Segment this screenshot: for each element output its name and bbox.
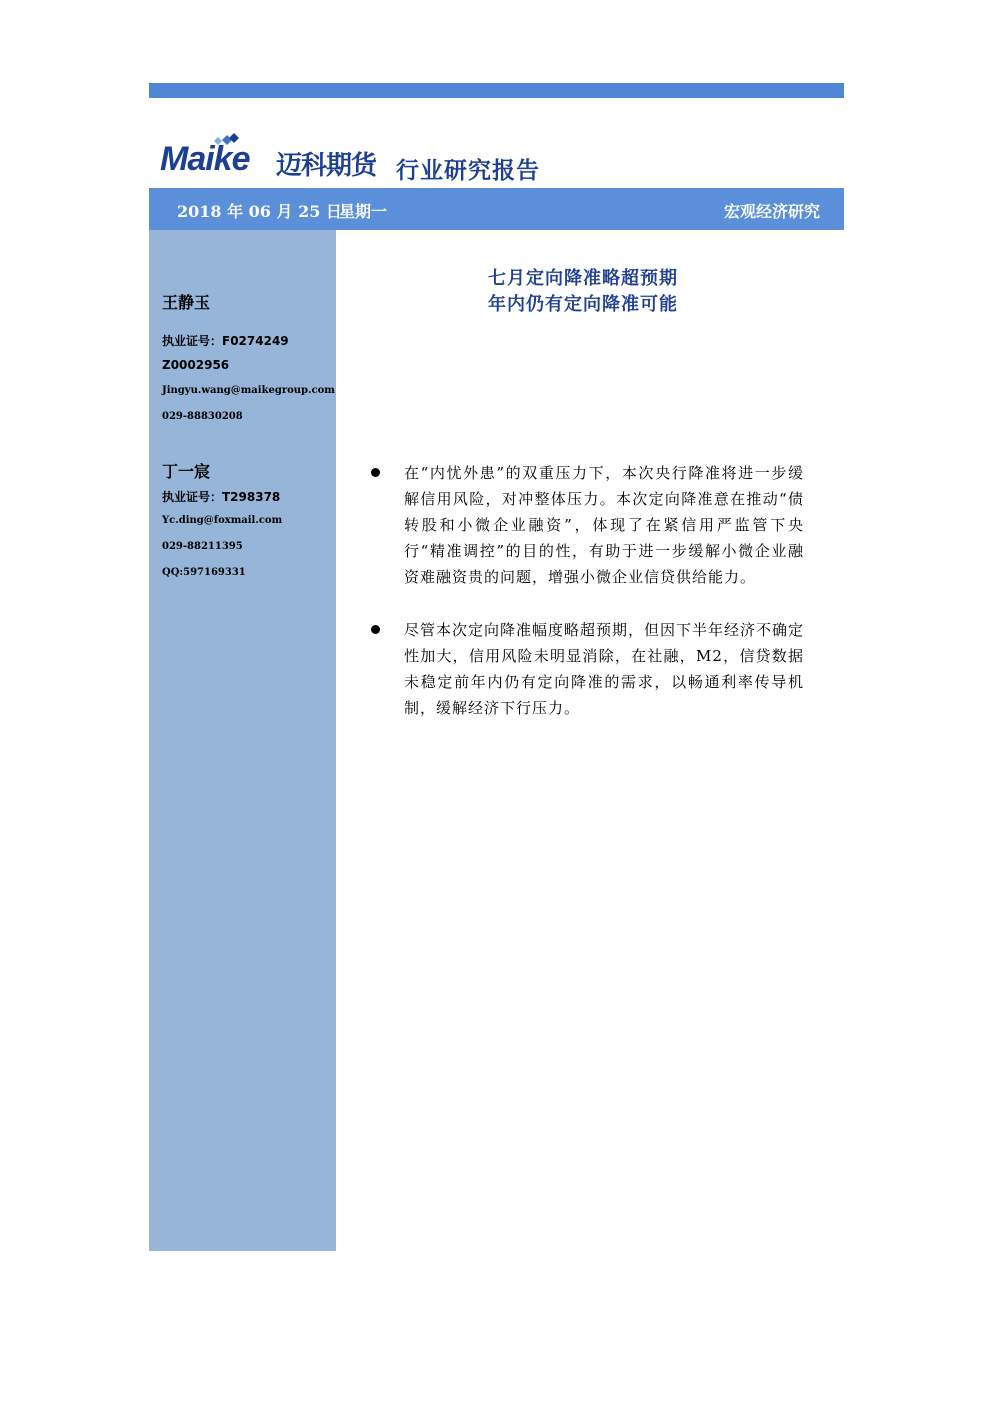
author-email: Yc.ding@foxmail.com — [162, 515, 283, 526]
author-cert: 执业证号：T298378 — [162, 490, 281, 504]
report-type-title: 行业研究报告 — [396, 158, 540, 184]
author-phone: 029-88830208 — [162, 411, 243, 422]
author-name: 王静玉 — [162, 293, 211, 312]
top-accent-bar — [149, 83, 844, 98]
logo-latin-text: Maike — [160, 140, 250, 178]
bullet-paragraph: 尽管本次定向降准幅度略超预期，但因下半年经济不确定性加大，信用风险未明显消除，在社融，M2，信贷数据未稳定前年内仍有定向降准的需求，以畅通利率传导机制，缓解经济下行压力。 — [404, 621, 805, 717]
author-email: Jingyu.wang@maikegroup.com — [162, 385, 335, 396]
bullet-icon — [371, 468, 380, 477]
author-sidebar — [149, 230, 336, 1251]
author-cert: 执业证号：F0274249 — [162, 334, 289, 348]
bullet-paragraph: 在“内忧外患”的双重压力下，本次央行降准将进一步缓解信用风险，对冲整体压力。本次定向降准意在推动“债转股和小微企业融资”，体现了在紧信用严监管下央行“精准调控”的目的性，有助于进一步缓解小微企业融资难融资贵的问题，增强小微企业信贷供给能力。 — [404, 464, 804, 586]
bullet-icon — [371, 625, 380, 634]
date-bar — [149, 188, 844, 230]
company-logo — [160, 132, 390, 182]
headline-line-2: 年内仍有定向降准可能 — [488, 294, 678, 315]
report-weekday: 星期一 — [339, 202, 388, 221]
headline-line-1: 七月定向降准略超预期 — [488, 268, 678, 289]
author-name: 丁一宸 — [162, 462, 211, 481]
logo-chinese-text: 迈科期货 — [276, 151, 377, 181]
author-qq: QQ:597169331 — [162, 567, 246, 578]
author-cert-secondary: Z0002956 — [162, 358, 230, 372]
report-category: 宏观经济研究 — [723, 202, 820, 221]
report-date: 2018 年 06 月 25 日 — [177, 202, 342, 221]
author-phone: 029-88211395 — [162, 541, 243, 552]
